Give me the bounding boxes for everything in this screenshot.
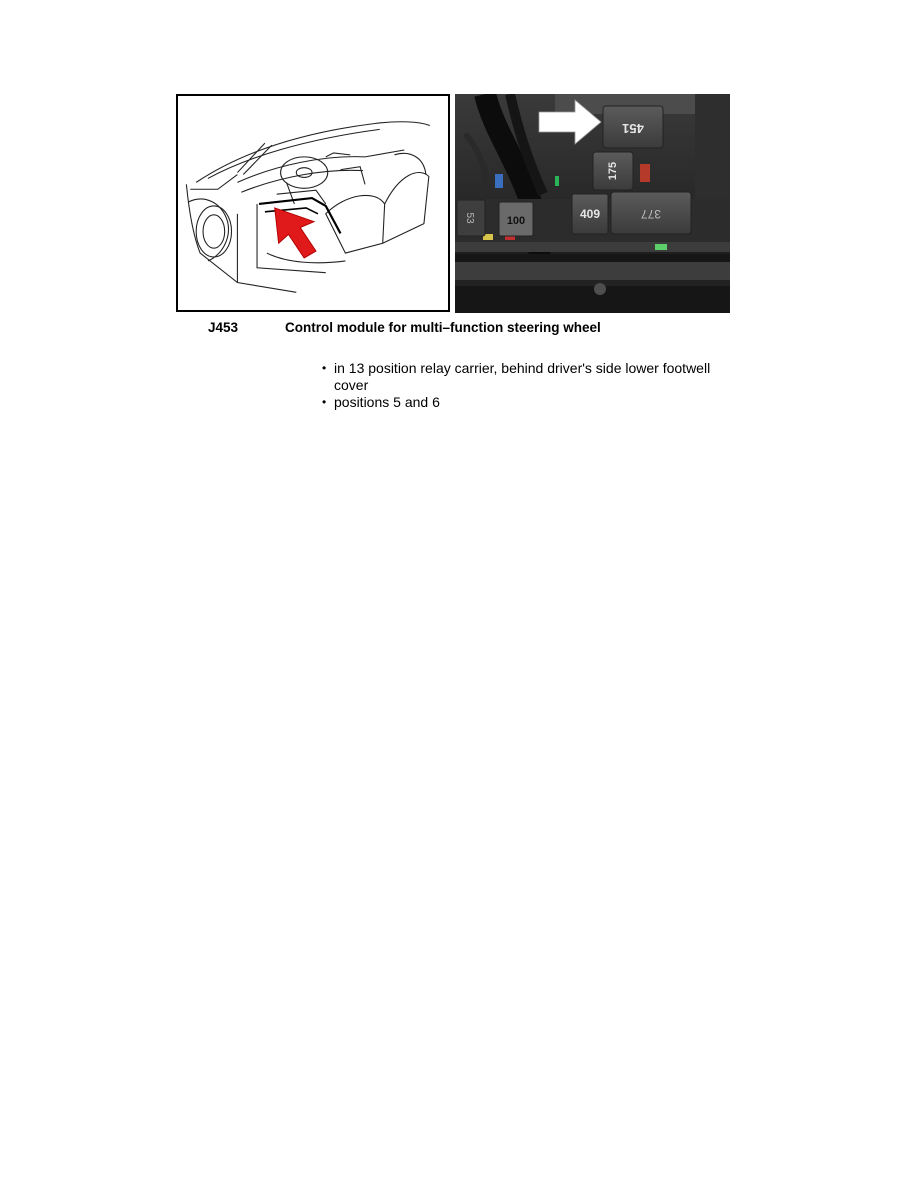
relay-carrier-photo (455, 94, 730, 313)
component-caption (0, 320, 918, 338)
relay-label-451: 451 (622, 121, 644, 136)
component-code: J453 (208, 320, 239, 335)
red-locator-arrow-icon (275, 208, 316, 258)
relay-53 (457, 200, 485, 236)
note-text: in 13 position relay carrier, behind driver's side lower footwell cover (334, 360, 711, 393)
relay-451 (603, 106, 663, 148)
bullet-icon: • (322, 395, 327, 409)
relay-409 (572, 194, 608, 234)
relay-100 (499, 202, 533, 236)
relay-label-100: 100 (506, 215, 526, 227)
location-note (322, 394, 722, 411)
relay-label-53: 53 (464, 212, 475, 224)
vehicle-interior-illustration (176, 94, 450, 312)
note-text: positions 5 and 6 (334, 394, 440, 410)
relay-label-409: 409 (579, 207, 601, 221)
relay-label-175: 175 (607, 161, 619, 181)
location-note (322, 360, 722, 394)
relay-label-377: 377 (640, 207, 662, 221)
vehicle-line-drawing (178, 96, 448, 310)
component-title: Control module for multi–function steering wheel (285, 320, 601, 335)
location-notes-list (322, 360, 722, 411)
relay-carrier-image (455, 94, 730, 313)
relay-377 (611, 192, 691, 234)
bullet-icon: • (322, 361, 327, 375)
relay-175 (593, 152, 633, 190)
